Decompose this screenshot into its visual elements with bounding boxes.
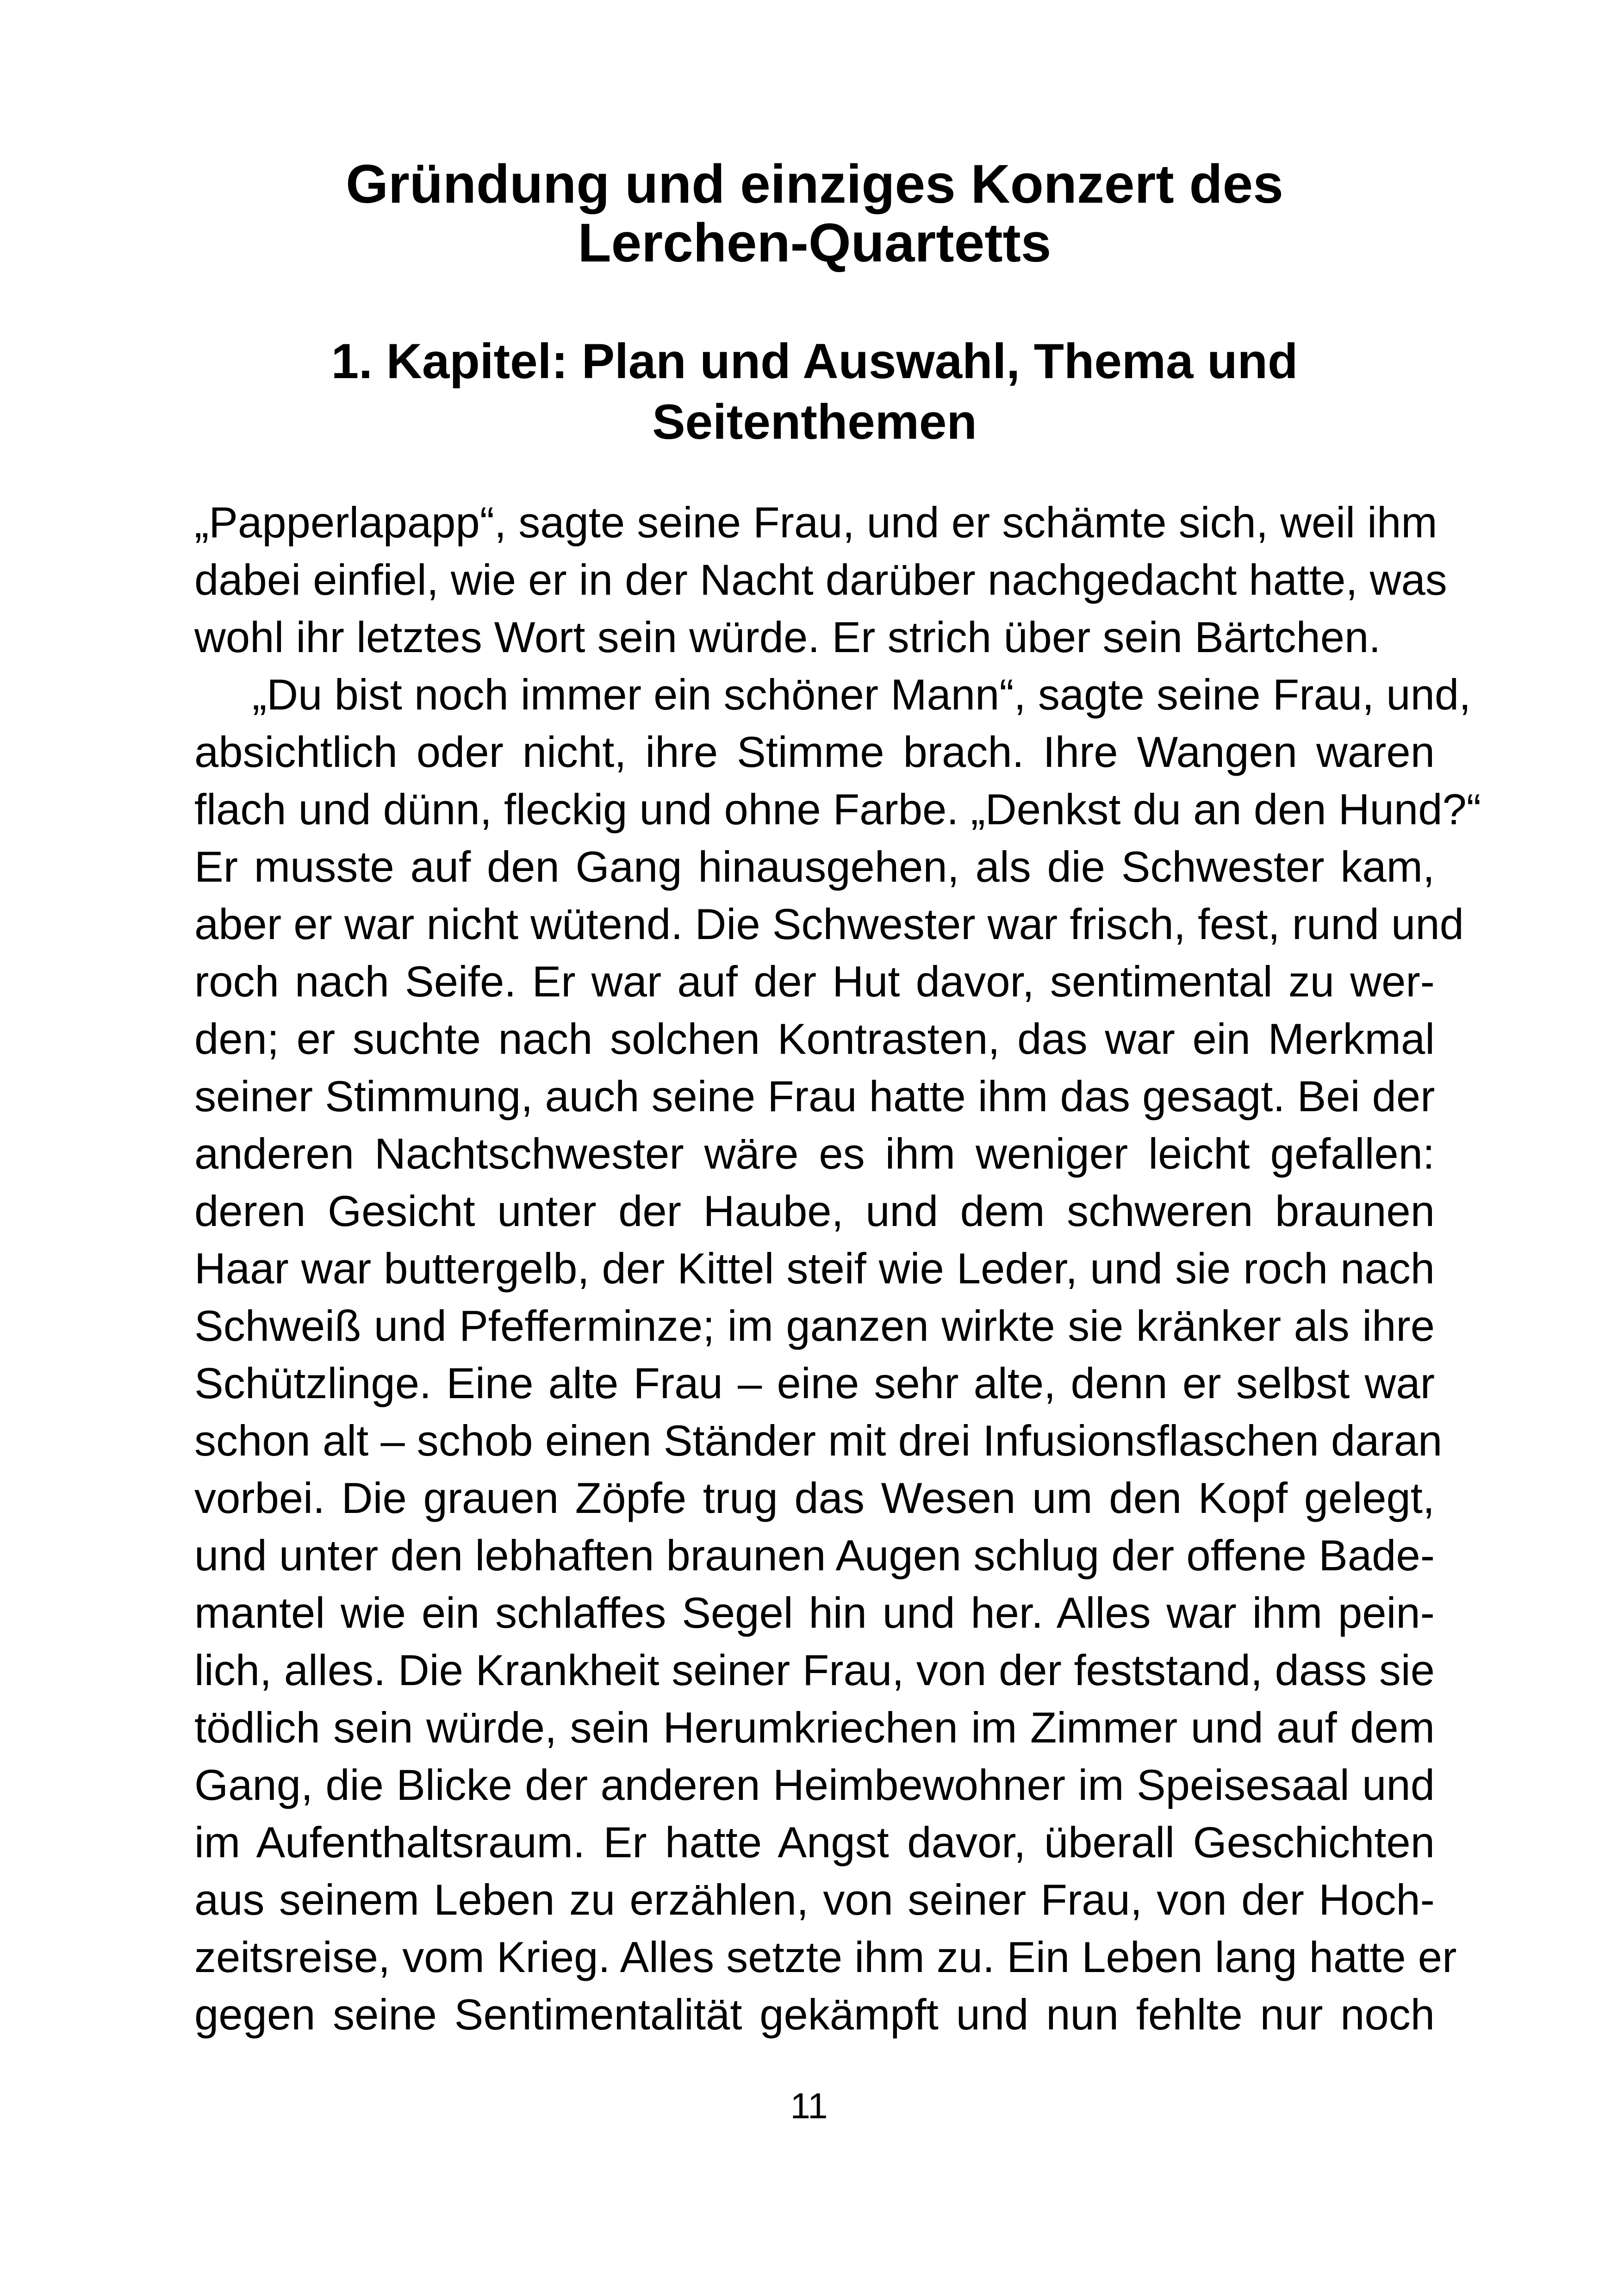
text-line: „Papperlapapp“, sagte seine Frau, und er schämte sich, weil ihm [194, 498, 1438, 547]
text-line: gegen seine Sentimentalität gekämpft und nun fehlte nur noch [194, 1990, 1435, 2039]
chapter-heading-line-1: 1. Kapitel: Plan und Auswahl, Thema und [331, 333, 1298, 389]
text-line: dabei einfiel, wie er in der Nacht darüber nachgedacht hatte, was [194, 555, 1447, 604]
page-title-line-2: Lerchen-Quartetts [578, 212, 1052, 274]
text-line: „Du bist noch immer ein schöner Mann“, sagte seine Frau, und, [252, 670, 1471, 719]
text-line: zeitsreise, vom Krieg. Alles setzte ihm zu. Ein Leben lang hatte er [194, 1933, 1457, 1981]
page-number: 11 [790, 2085, 828, 2126]
text-line: lich, alles. Die Krankheit seiner Frau, von der feststand, dass sie [194, 1646, 1435, 1694]
text-line: seiner Stimmung, auch seine Frau hatte ihm das gesagt. Bei der [194, 1072, 1435, 1120]
text-line: Schützlinge. Eine alte Frau – eine sehr alte, denn er selbst war [194, 1359, 1435, 1407]
text-line: Haar war buttergelb, der Kittel steif wie Leder, und sie roch nach [194, 1244, 1435, 1293]
page-title-line-1: Gründung und einziges Konzert des [346, 154, 1283, 215]
text-line: absichtlich oder nicht, ihre Stimme brach. Ihre Wangen waren [194, 728, 1435, 776]
text-line: den; er suchte nach solchen Kontrasten, das war ein Merkmal [194, 1014, 1435, 1063]
text-line: schon alt – schob einen Ständer mit drei Infusionsflaschen daran [194, 1416, 1443, 1465]
chapter-heading-line-2: Seitenthemen [652, 394, 977, 449]
text-line: flach und dünn, fleckig und ohne Farbe. „Denkst du an den Hund?“ [194, 785, 1481, 834]
text-line: Schweiß und Pfefferminze; im ganzen wirkte sie kränker als ihre [194, 1301, 1435, 1350]
text-line: anderen Nachtschwester wäre es ihm weniger leicht gefallen: [194, 1129, 1435, 1178]
text-line: tödlich sein würde, sein Herumkriechen im Zimmer und auf dem [194, 1703, 1435, 1752]
text-line: roch nach Seife. Er war auf der Hut davor, sentimental zu wer- [194, 957, 1435, 1006]
text-line: und unter den lebhaften braunen Augen schlug der offene Bade- [194, 1531, 1435, 1580]
text-line: mantel wie ein schlaffes Segel hin und her. Alles war ihm pein- [194, 1588, 1435, 1637]
page-title [194, 155, 1435, 273]
text-line: aber er war nicht wütend. Die Schwester war frisch, fest, rund und [194, 900, 1464, 948]
text-line: vorbei. Die grauen Zöpfe trug das Wesen um den Kopf gelegt, [194, 1474, 1435, 1522]
text-line: Er musste auf den Gang hinausgehen, als die Schwester kam, [194, 842, 1435, 891]
text-line: im Aufenthaltsraum. Er hatte Angst davor, überall Geschichten [194, 1818, 1435, 1867]
text-line: Gang, die Blicke der anderen Heimbewohner im Speisesaal und [194, 1761, 1435, 1809]
text-line: deren Gesicht unter der Haube, und dem schweren braunen [194, 1187, 1435, 1235]
text-line: wohl ihr letztes Wort sein würde. Er strich über sein Bärtchen. [194, 613, 1381, 661]
body-text [194, 494, 1481, 2043]
chapter-heading [194, 331, 1435, 452]
text-line: aus seinem Leben zu erzählen, von seiner Frau, von der Hoch- [194, 1875, 1435, 1924]
